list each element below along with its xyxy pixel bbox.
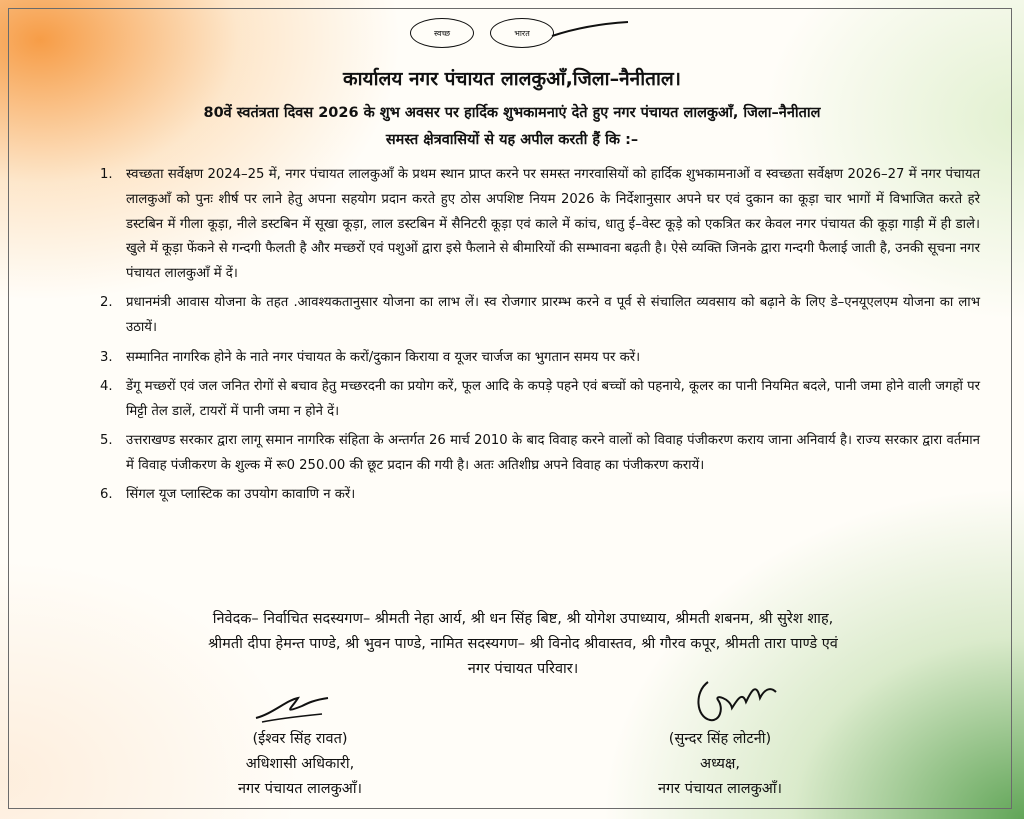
signatories-block xyxy=(106,607,940,682)
logo-flourish-icon xyxy=(550,20,630,44)
office-title: कार्यालय नगर पंचायत लालकुआँ,जिला–नैनीताल। xyxy=(343,68,681,90)
appeal-item xyxy=(100,163,980,287)
logo-emblem-right xyxy=(490,18,554,48)
officer-left-name: (ईश्वर सिंह रावत) xyxy=(252,731,348,747)
signatories-line-2: श्रीमती दीपा हेमन्त पाण्डे, श्री भुवन पाण्डे, नामित सदस्यगण– श्री विनोद श्रीवास्तव, श्री गौरव कपूर, श्रीमती तारा पाण्डे एवं xyxy=(208,636,838,652)
appeal-text: स्वच्छता सर्वेक्षण 2024–25 में, नगर पंचायत लालकुआँ के प्रथम स्थान प्राप्त करने पर समस्त नगरवासियों को हार्दिक शुभकामनाओं व स्वच्छता सर्वेक्षण 2026–27 में नगर पंचायत लालकुआँ को पुनः शीर्ष पर लाने हेतु अपना सहयोग प्रदान करते हुए ठोस अपशिष्ट नियम 2026 के निर्देशानुसार अपने घर एवं दुकान का कूड़ा चार भागों में विभाजित करते हरे डस्टबिन में गीला कूड़ा, नीले डस्टबिन में सूखा कूड़ा, लाल डस्टबिन में सैनिटरी कूड़ा एवं काले में कांच, धातु ई–वेस्ट कूड़े को एकत्रित कर केवल नगर पंचायत की कूड़ा गाड़ी में ही डाले। खुले में कूड़ा फेंकने से गन्दगी फैलती है और मच्छरों एवं पशुओं द्वारा इसे फैलाने से बीमारियों की सम्भावना बढ़ती है। ऐसे व्यक्ति जिनके द्वारा गन्दगी फैलाई जाती है, उनकी सूचना नगर पंचायत लालकुआँ में दें। xyxy=(126,167,981,282)
intro-line-2: समस्त क्षेत्रवासियों से यह अपील करती हैं कि :– xyxy=(385,132,639,148)
signature-left-icon xyxy=(252,694,332,724)
officer-left-office: नगर पंचायत लालकुआँ। xyxy=(237,781,363,797)
signature-right-icon xyxy=(690,672,780,727)
appeal-text: डेंगू मच्छरों एवं जल जनित रोगों से बचाव हेतु मच्छरदनी का प्रयोग करें, फूल आदि के कपड़े पहने एवं बच्चों को पहनाये, कूलर का पानी नियमित बदले, पानी जमा होने वाली जगहों पर मिट्टी तेल डालें, टायरों में पानी जमा न होने दें। xyxy=(126,378,980,419)
officer-left-designation: अधिशासी अधिकारी, xyxy=(245,756,355,772)
appeal-number: 4. xyxy=(100,378,113,394)
officer-left-block xyxy=(170,727,430,802)
appeal-item xyxy=(100,346,980,371)
appeal-text: सिंगल यूज प्लास्टिक का उपयोग कावाणि न करें। xyxy=(126,487,356,503)
logo-emblem-left xyxy=(410,18,474,48)
appeal-number: 1. xyxy=(100,167,113,182)
appeal-item xyxy=(100,483,980,508)
appeal-number: 3. xyxy=(100,349,113,365)
officer-right-block xyxy=(590,727,850,802)
appeal-item xyxy=(100,291,980,341)
officer-right-office: नगर पंचायत लालकुआँ। xyxy=(657,781,783,797)
appeal-item xyxy=(100,375,980,425)
officer-right-name: (सुन्दर सिंह लोटनी) xyxy=(668,731,772,747)
intro-text xyxy=(40,100,984,154)
signatories-line-3: नगर पंचायत परिवार। xyxy=(467,661,579,677)
appeal-number: 2. xyxy=(100,295,113,311)
appeal-text: प्रधानमंत्री आवास योजना के तहत .आवश्यकतानुसार योजना का लाभ लें। स्व रोजगार प्रारम्भ करने व पूर्व से संचालित व्यवसाय को बढ़ाने के लिए डे–एनयूएलएम योजना का लाभ उठायें। xyxy=(126,295,980,336)
intro-line-1: 80वें स्वतंत्रता दिवस 2026 के शुभ अवसर पर हार्दिक शुभकामनाएं देते हुए नगर पंचायत लालकुआँ, जिला–नैनीताल xyxy=(203,105,821,121)
appeal-text: सम्मानित नागरिक होने के नाते नगर पंचायत के करों/दुकान किराया व यूजर चार्जज का भुगतान समय पर करें। xyxy=(126,349,641,365)
appeal-number: 6. xyxy=(100,487,113,503)
appeal-number: 5. xyxy=(100,432,113,448)
appeal-text: उत्तराखण्ड सरकार द्वारा लागू समान नागरिक संहिता के अन्तर्गत 26 मार्च 2010 के बाद विवाह करने वालों को विवाह पंजीकरण कराय जाना अनिवार्य है। राज्य सरकार द्वारा वर्तमान में विवाह पंजीकरण के शुल्क में रू0 250.00 की छूट प्रदान की गयी है। अतः अतिशीघ्र अपने विवाह का पंजीकरण करायें। xyxy=(126,432,980,473)
appeal-list xyxy=(100,163,980,512)
officer-right-designation: अध्यक्ष, xyxy=(700,756,740,772)
appeal-item xyxy=(100,429,980,479)
logo-emblem-left-text: स्वच्छ xyxy=(433,28,451,38)
signatories-line-1: निवेदक– निर्वाचित सदस्यगण– श्रीमती नेहा आर्य, श्री धन सिंह बिष्ट, श्री योगेश उपाध्याय, श्रीमती शबनम, श्री सुरेश शाह, xyxy=(212,611,834,627)
logo-emblem-right-text: भारत xyxy=(514,28,530,38)
